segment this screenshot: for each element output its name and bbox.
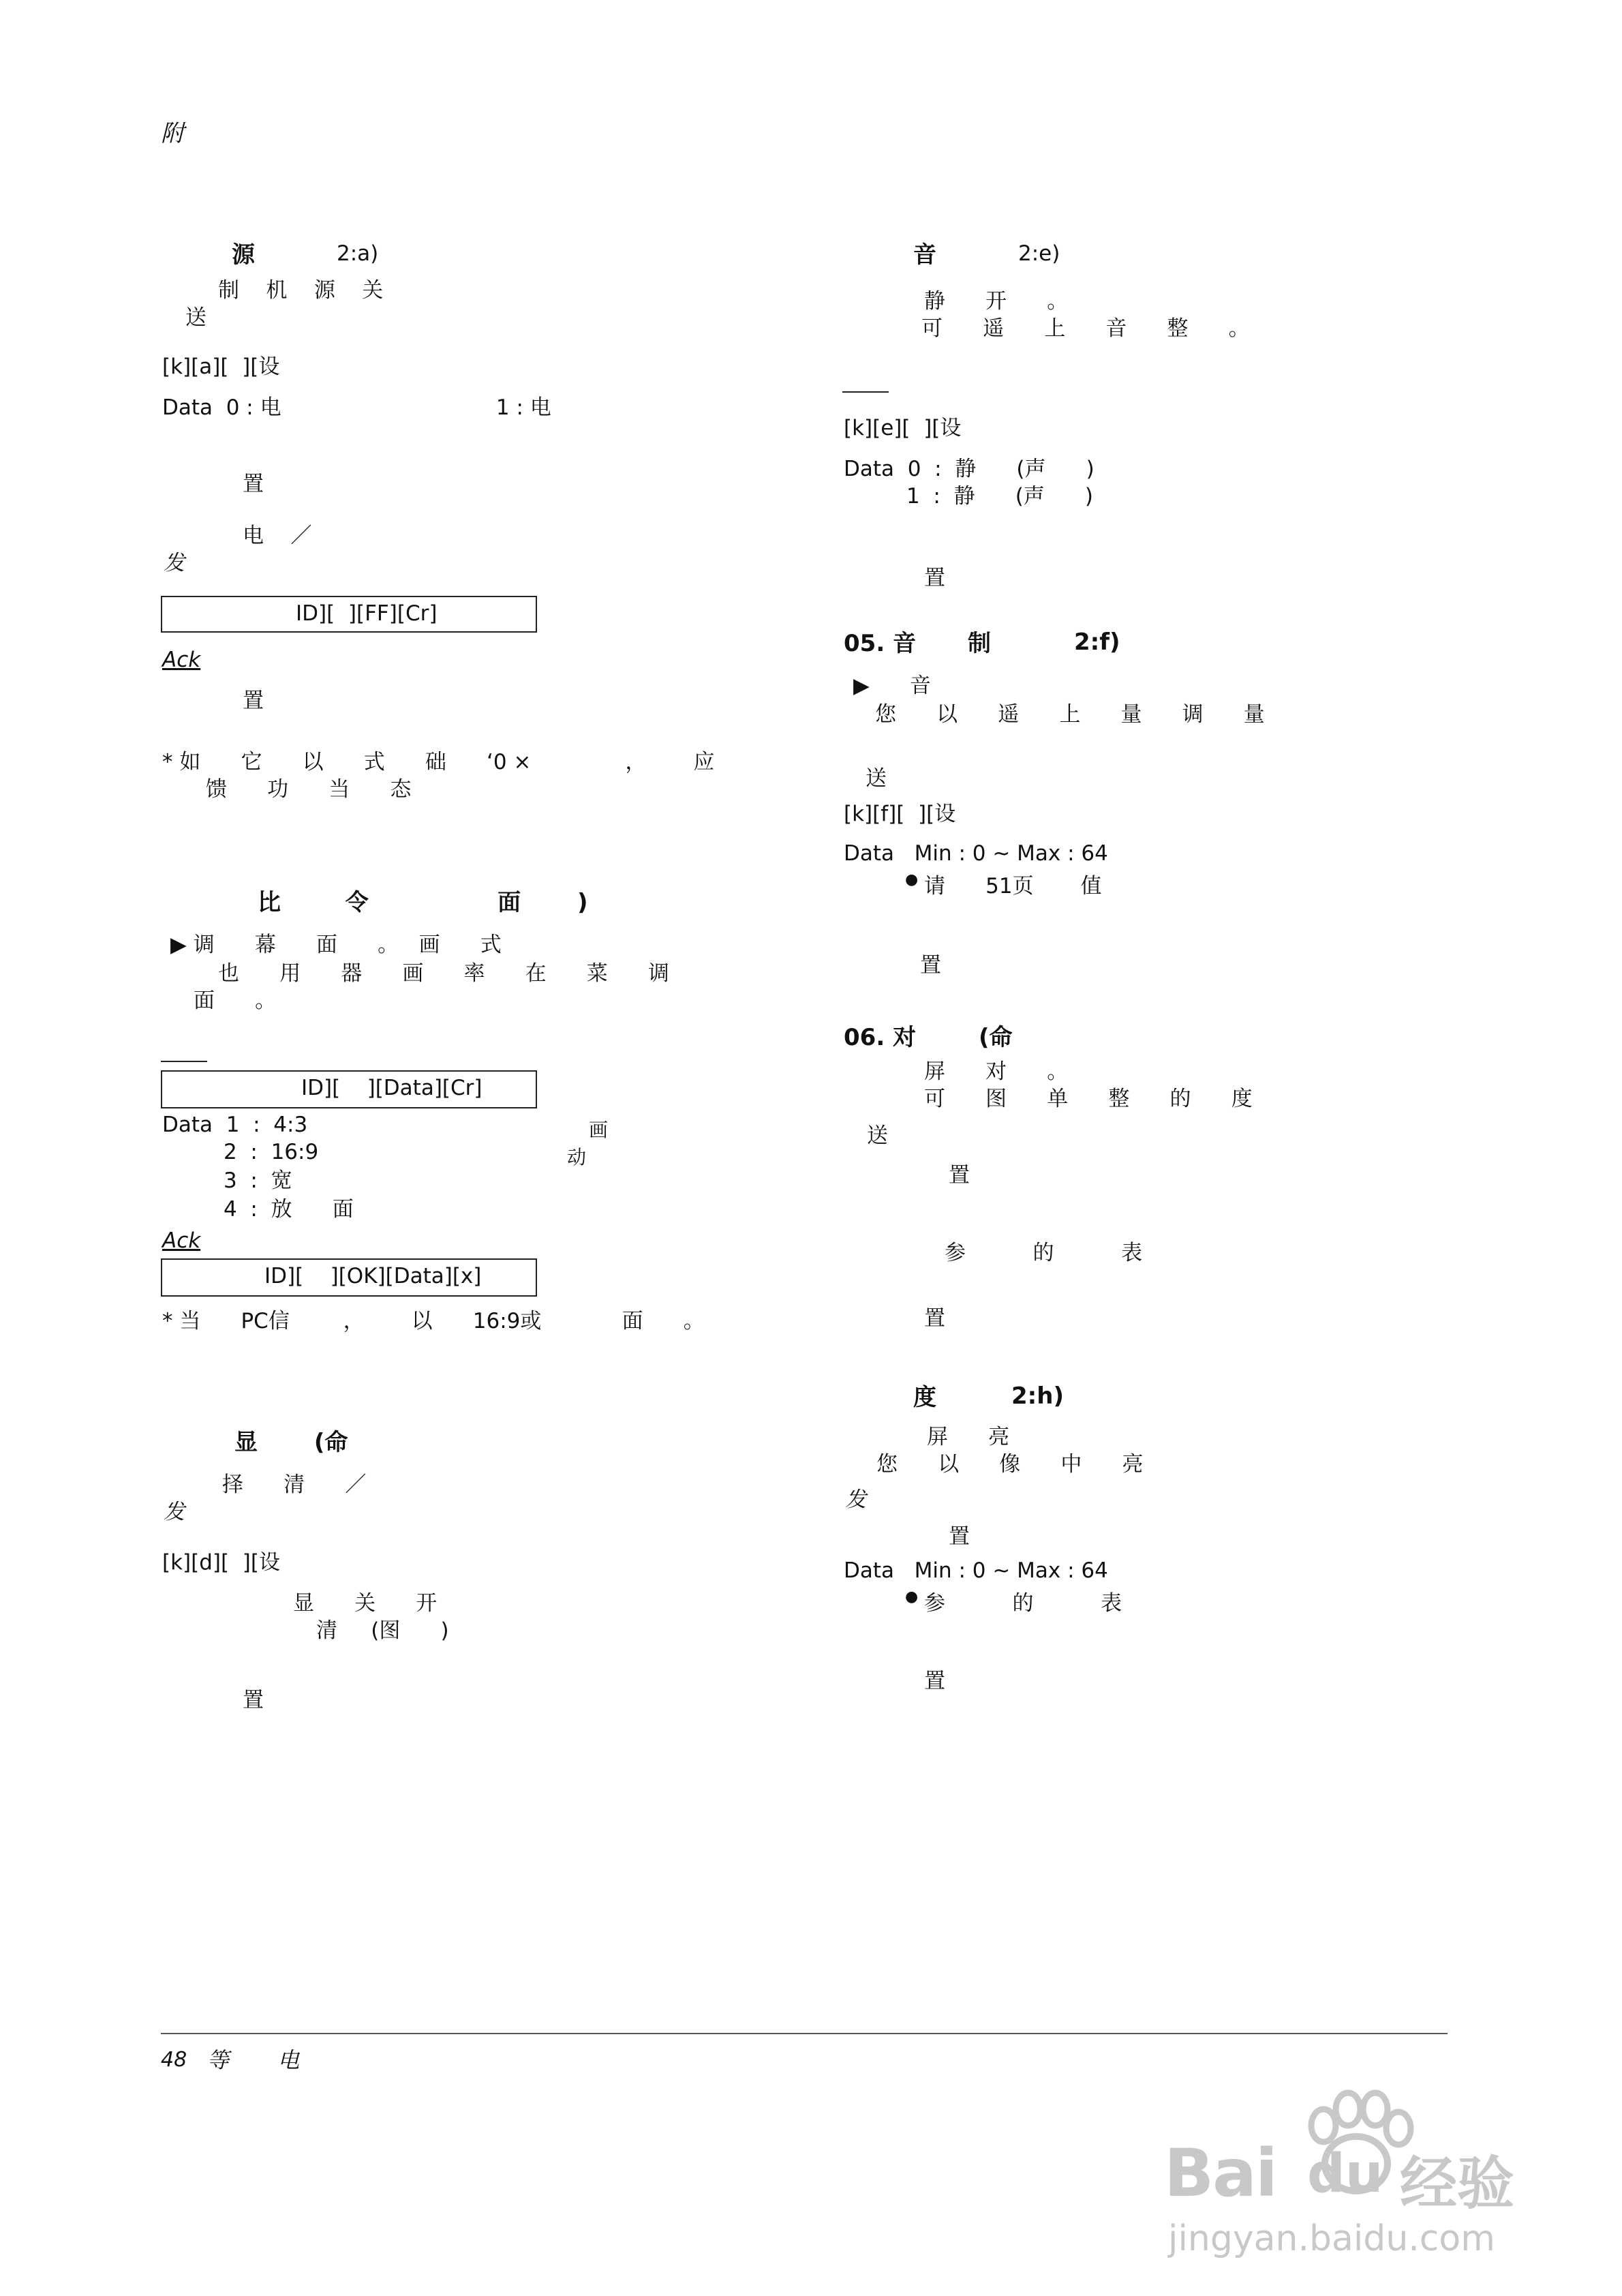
- watermark-brand-bai: Bai: [1164, 2135, 1276, 2211]
- s3-setting: 置: [243, 1688, 264, 1712]
- s1-footnote-1: * 如 它 以 式 础 ‘0 × ， 应: [162, 750, 715, 774]
- watermark-brand-jingyan: 经验: [1400, 2150, 1515, 2217]
- s5-data-range: Data Min : 0 ~ Max : 64: [844, 841, 1108, 866]
- s4-data-2: 1 : 静 (声 ): [906, 484, 1094, 509]
- s2-desc-1: ▶ 调 幕 面 。 画 式: [170, 933, 502, 957]
- s6-desc-2: 可 图 单 整 的 度: [924, 1087, 1253, 1111]
- s1-setting: 置: [243, 472, 264, 496]
- s6-title: 06. 对: [844, 1024, 917, 1051]
- s1-command: [k][a][ ][设: [162, 354, 280, 379]
- s6-desc-1: 屏 对 。: [924, 1059, 1069, 1084]
- s2-transmission-box: ID][ ][Data][Cr]: [161, 1070, 537, 1108]
- s4-command: [k][e][ ][设: [844, 416, 962, 440]
- s5-title: 05. 音: [844, 630, 917, 657]
- s1-data-line: Data 0 : 电 1 : 电: [162, 395, 551, 420]
- s5-setting: 置: [920, 953, 941, 978]
- s7-data-range: Data Min : 0 ~ Max : 64: [844, 1558, 1108, 1583]
- s6-desc-3: 送: [867, 1123, 888, 1148]
- s5-desc-2: 您 以 遥 上 量 调 量: [875, 702, 1265, 727]
- s5-desc-3: 送: [866, 766, 887, 791]
- s1-desc-1: 制 机 源 关: [218, 278, 384, 303]
- s4-title: 音: [913, 241, 936, 269]
- s7-bullet-text: 参 的 表: [924, 1591, 1122, 1616]
- s1-ack-label: Ack: [162, 648, 201, 672]
- s2-data-3: 3 : 宽: [224, 1168, 292, 1193]
- s2-right-note-1: 画: [589, 1119, 609, 1141]
- s3-title: 显 (命: [234, 1429, 348, 1456]
- s7-setting: 置: [949, 1524, 970, 1549]
- s5-command: [k][f][ ][设: [844, 802, 956, 826]
- s2-data-1: Data 1 : 4:3: [162, 1113, 308, 1137]
- s7-title-code: 2:h): [1011, 1383, 1064, 1410]
- s4-desc-1: 静 开 。: [924, 289, 1069, 314]
- s2-ack-label: Ack: [162, 1228, 201, 1253]
- s7-title: 度: [913, 1384, 936, 1411]
- s5-title-code: 2:f): [1074, 629, 1120, 656]
- s1-title-code: 2:a): [337, 241, 379, 266]
- s1-note-2: 发: [164, 551, 185, 575]
- s2-desc-3: 面 。: [194, 988, 277, 1013]
- s3-desc-1: 择 清 ／: [222, 1472, 367, 1497]
- s5-desc-1: ▶ 音: [853, 674, 931, 698]
- s1-title: 源: [232, 241, 255, 269]
- s7-desc-3: 发: [845, 1487, 866, 1512]
- s4-setting: 置: [924, 566, 945, 590]
- s2-short-rule: [161, 1061, 207, 1062]
- watermark-url: jingyan.baidu.com: [1168, 2218, 1495, 2259]
- s2-right-note-2: 动: [567, 1146, 587, 1168]
- s4-data-1: Data 0 : 静 (声 ): [844, 457, 1095, 481]
- s3-data-2: 清 (图 ): [316, 1618, 449, 1643]
- s7-setting-2: 置: [924, 1669, 945, 1693]
- s7-desc-1: 屏 亮: [927, 1425, 1010, 1449]
- s2-ack-box: ID][ ][OK][Data][x]: [161, 1258, 537, 1297]
- s5-bullet-dot: ●: [905, 871, 919, 888]
- footer-rule: [161, 2033, 1448, 2034]
- s1-note-1: 电 ／: [243, 524, 312, 548]
- s3-desc-2: 发: [164, 1500, 185, 1524]
- s3-data-1: 显 关 开: [293, 1591, 438, 1616]
- s1-footnote-2: 馈 功 当 态: [206, 777, 412, 802]
- watermark-brand-du: du: [1307, 2143, 1383, 2205]
- s1-transmission-box: ID][ ][FF][Cr]: [161, 596, 537, 633]
- s2-data-2: 2 : 16:9: [224, 1140, 319, 1164]
- s6-setting: 置: [949, 1163, 970, 1188]
- s5-bullet-text: 请 51页 值: [924, 874, 1102, 898]
- s7-desc-2: 您 以 像 中 亮: [876, 1452, 1144, 1477]
- baidu-watermark: [1159, 2072, 1540, 2270]
- s5-title-mid: 制: [968, 630, 991, 657]
- section-header: 附: [161, 120, 184, 147]
- s4-desc-2: 可 遥 上 音 整 。: [921, 316, 1250, 341]
- s1-desc-2: 送: [185, 305, 206, 330]
- s3-command: [k][d][ ][设: [162, 1550, 280, 1575]
- s1-ack-setting: 置: [243, 689, 264, 713]
- s4-title-code: 2:e): [1018, 241, 1060, 266]
- s2-title: 比 令 面 ): [258, 889, 588, 916]
- s4-short-rule: [842, 391, 889, 393]
- s2-desc-2: 也 用 器 画 率 在 菜 调: [218, 961, 669, 986]
- footer-text: 等 电: [207, 2047, 300, 2073]
- s7-bullet-dot: ●: [905, 1588, 919, 1605]
- s6-setting-2: 置: [924, 1306, 945, 1331]
- s6-reference: 参 的 表: [945, 1241, 1143, 1265]
- s2-data-4: 4 : 放 面: [224, 1197, 354, 1222]
- s2-footnote: * 当 PC信 ， 以 16:9或 面 。: [162, 1309, 705, 1333]
- s6-title-suffix: (命: [979, 1024, 1013, 1051]
- page-number: 48: [161, 2048, 187, 2072]
